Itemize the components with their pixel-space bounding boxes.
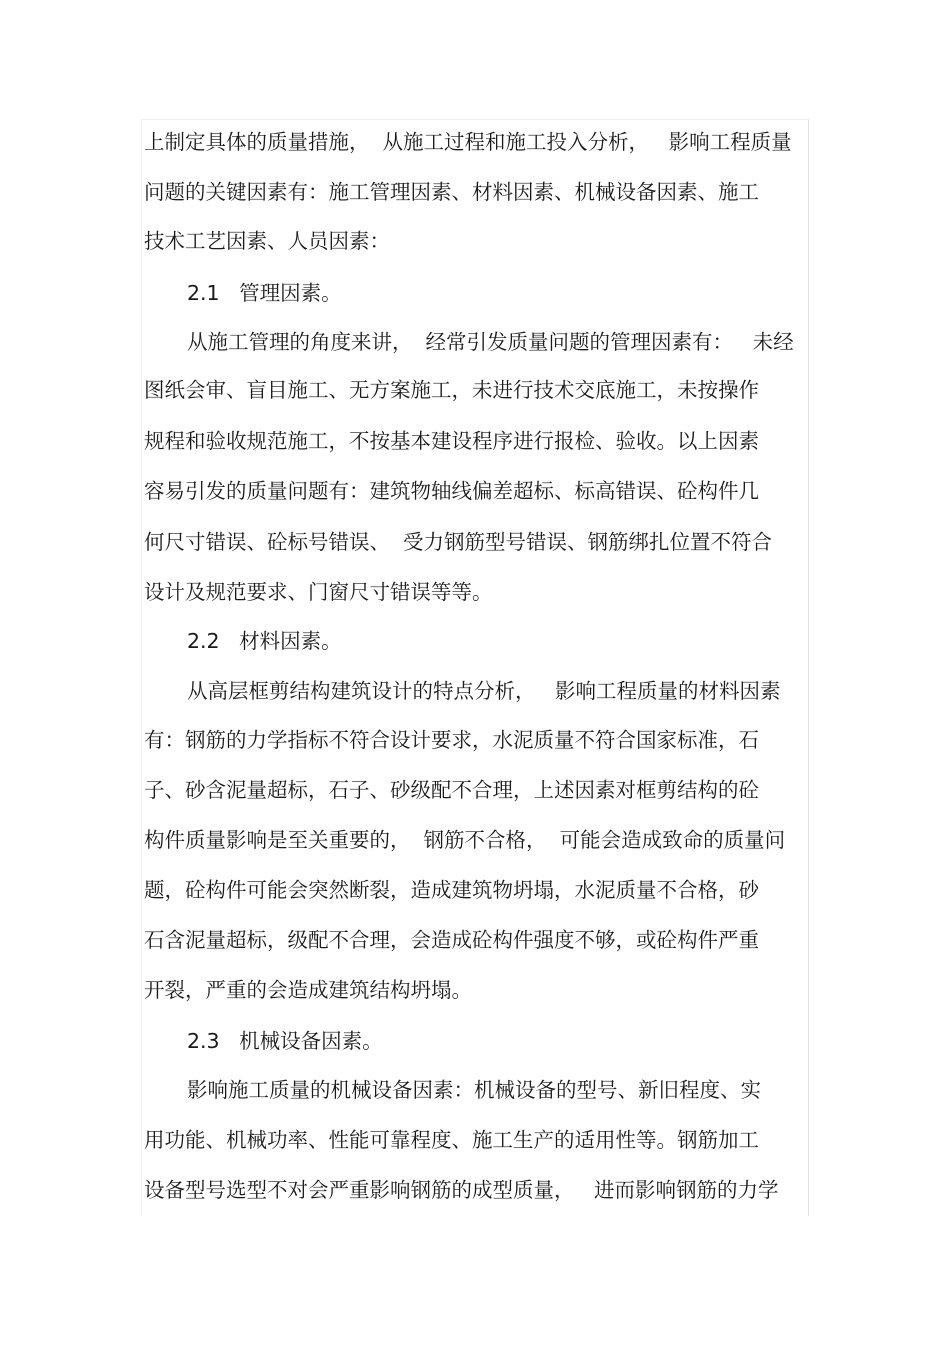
text-line: 影响施工质量的机械设备因素：机械设备的型号、新旧程度、实 <box>187 1078 761 1102</box>
text-line: 从高层框剪结构建筑设计的特点分析， 影响工程质量的材料因素 <box>187 679 781 703</box>
text-line: 从施工管理的角度来讲， 经常引发质量问题的管理因素有： 未经 <box>187 330 794 354</box>
text-line: 题，砼构件可能会突然断裂，造成建筑物坍塌，水泥质量不合格，砂 <box>144 878 759 902</box>
text-line: 规程和验收规范施工，不按基本建设程序进行报检、验收。以上因素 <box>144 429 759 453</box>
text-line: 图纸会审、盲目施工、无方案施工，未进行技术交底施工，未按操作 <box>144 378 759 402</box>
section-heading: 2.2 材料因素。 <box>187 629 342 653</box>
text-line: 设计及规范要求、门窗尺寸错误等等。 <box>144 580 493 604</box>
text-line: 容易引发的质量问题有：建筑物轴线偏差超标、标高错误、砼构件几 <box>144 479 759 503</box>
text-line: 问题的关键因素有：施工管理因素、材料因素、机械设备因素、施工 <box>144 180 759 204</box>
text-line: 何尺寸错误、砼标号错误、 受力钢筋型号错误、钢筋绑扎位置不符合 <box>144 530 773 554</box>
text-line: 构件质量影响是至关重要的， 钢筋不合格， 可能会造成致命的质量问 <box>144 828 786 852</box>
text-line: 上制定具体的质量措施， 从施工过程和施工投入分析， 影响工程质量 <box>144 130 792 154</box>
section-heading: 2.1 管理因素。 <box>187 281 342 305</box>
text-line: 技术工艺因素、人员因素： <box>144 229 390 253</box>
text-line: 开裂，严重的会造成建筑结构坍塌。 <box>144 978 472 1002</box>
text-line: 设备型号选型不对会严重影响钢筋的成型质量， 进而影响钢筋的力学 <box>144 1178 779 1202</box>
text-line: 用功能、机械功率、性能可靠程度、施工生产的适用性等。钢筋加工 <box>144 1128 759 1152</box>
text-line: 有：钢筋的力学指标不符合设计要求，水泥质量不符合国家标准，石 <box>144 728 759 752</box>
text-line: 石含泥量超标，级配不合理，会造成砼构件强度不够，或砼构件严重 <box>144 928 759 952</box>
section-heading: 2.3 机械设备因素。 <box>187 1029 383 1053</box>
text-line: 子、砂含泥量超标，石子、砂级配不合理，上述因素对框剪结构的砼 <box>144 778 759 802</box>
